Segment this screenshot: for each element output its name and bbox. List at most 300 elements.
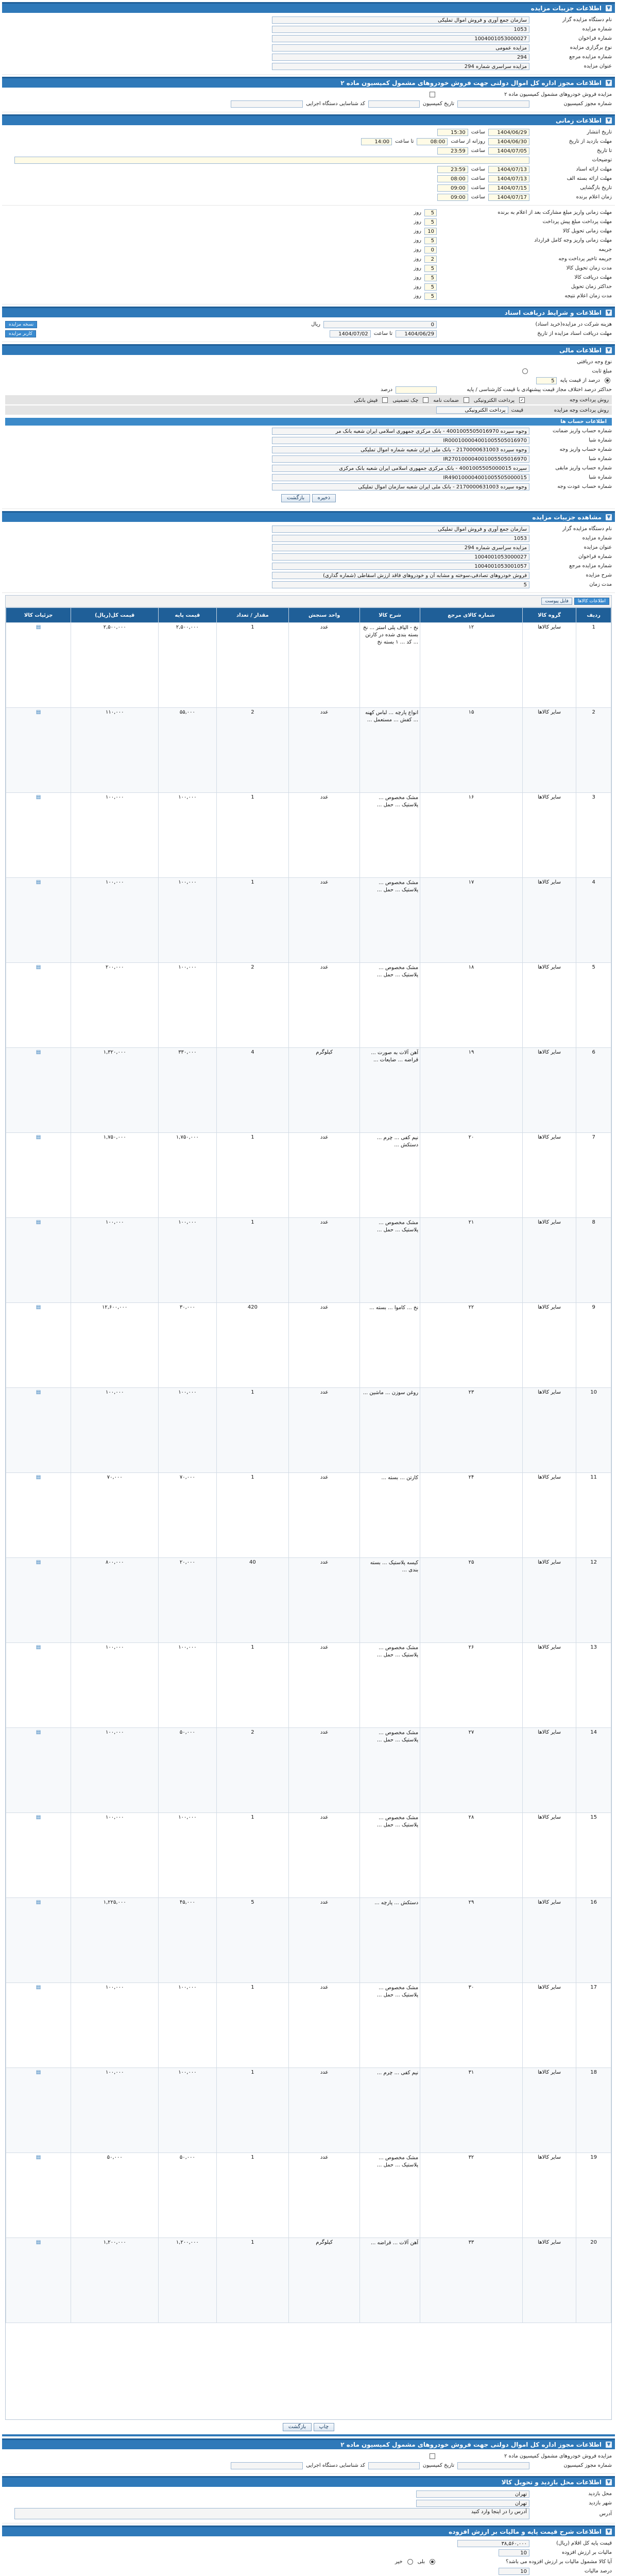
duration-row bbox=[5, 245, 612, 254]
cell-desc: دستکش ... پارچه ... bbox=[360, 1898, 420, 1983]
cell-base: ۱۰۰,۰۰۰ bbox=[159, 793, 216, 878]
section-header-base-price[interactable] bbox=[2, 2526, 615, 2536]
cell-code: ۱۶ bbox=[420, 793, 523, 878]
cell-detail bbox=[6, 963, 71, 1048]
cell-code: ۲۴ bbox=[420, 1473, 523, 1558]
field-value[interactable]: 1004001053001057 bbox=[272, 563, 529, 570]
price-label: قیمت bbox=[511, 407, 523, 413]
pay-option-label: ضمانت نامه bbox=[433, 397, 459, 403]
field-label: نوع برگزاری مزایده bbox=[570, 45, 612, 50]
column-header[interactable]: واحد سنجش bbox=[289, 608, 360, 623]
cell-qty: 1 bbox=[216, 2153, 289, 2238]
field-value[interactable]: مزایده سراسری شماره 294 bbox=[272, 63, 529, 70]
field-value[interactable]: 5 bbox=[272, 581, 529, 588]
duration-field[interactable]: 5 bbox=[424, 293, 437, 300]
duration-field[interactable]: 0 bbox=[424, 246, 437, 253]
pay-option-checkbox[interactable]: ✓ bbox=[519, 397, 525, 403]
fixed-amount-label: مبلغ ثابت bbox=[592, 368, 612, 374]
time-label: ساعت bbox=[471, 148, 485, 154]
detail-icon[interactable]: ▤ bbox=[36, 1815, 41, 1820]
detail-icon[interactable]: ▤ bbox=[36, 1134, 41, 1140]
time-row-date[interactable]: 1404/07/13 bbox=[488, 175, 529, 182]
collapse-arrow-icon[interactable]: ▼ bbox=[606, 514, 612, 520]
cell-desc: مشک مخصوص ... پلاستیک ... حمل ... bbox=[360, 1983, 420, 2068]
cell-total: ۱۰۰,۰۰۰ bbox=[71, 878, 159, 963]
table-row[interactable] bbox=[6, 1133, 611, 1218]
daily-from-field[interactable]: 08:00 bbox=[417, 138, 448, 145]
table-header-row bbox=[6, 608, 611, 623]
section-title: اطلاعات محل بازدید و تحویل کالا bbox=[501, 2479, 602, 2486]
section-header-time[interactable] bbox=[2, 114, 615, 125]
time-row bbox=[5, 183, 612, 192]
duration-label: مهلت زمانی تحویل کالا bbox=[562, 228, 612, 234]
kv-row bbox=[5, 43, 612, 52]
time-row bbox=[5, 165, 612, 174]
cell-qty: 1 bbox=[216, 2238, 289, 2323]
cell-grp: سایر کالاها bbox=[522, 1813, 576, 1898]
field-value[interactable]: 1004001053000027 bbox=[272, 553, 529, 561]
time-extra-rows bbox=[5, 165, 612, 201]
cell-desc: کارتن ... بسته ... bbox=[360, 1473, 420, 1558]
cell-desc: مشک مخصوص ... پلاستیک ... حمل ... bbox=[360, 963, 420, 1048]
pay-option-checkbox[interactable] bbox=[382, 397, 388, 403]
column-header[interactable]: مقدار / تعداد bbox=[216, 608, 289, 623]
detail-icon[interactable]: ▤ bbox=[36, 2070, 41, 2075]
print-button[interactable]: چاپ bbox=[314, 2423, 335, 2431]
max-diff-field[interactable] bbox=[396, 386, 437, 394]
cell-qty: 40 bbox=[216, 1558, 289, 1643]
cell-desc: مشک مخصوص ... پلاستیک ... حمل ... bbox=[360, 878, 420, 963]
cell-grp: سایر کالاها bbox=[522, 2153, 576, 2238]
duration-row bbox=[5, 236, 612, 245]
cell-detail bbox=[6, 1898, 71, 1983]
cell-n: 11 bbox=[576, 1473, 611, 1558]
detail-icon[interactable]: ▤ bbox=[36, 2240, 41, 2245]
cell-desc: مشک مخصوص ... پلاستیک ... حمل ... bbox=[360, 1728, 420, 1813]
section-header-financial[interactable] bbox=[2, 344, 615, 355]
duration-row bbox=[5, 217, 612, 226]
cell-total: ۱,۳۲۰,۰۰۰ bbox=[71, 1048, 159, 1133]
duration-field[interactable]: 5 bbox=[424, 218, 437, 226]
vat-yes-radio[interactable] bbox=[430, 2559, 435, 2565]
collapse-arrow-icon[interactable]: ▼ bbox=[606, 2479, 612, 2485]
cell-total: ۷۰,۰۰۰ bbox=[71, 1473, 159, 1558]
detail-icon[interactable]: ▤ bbox=[36, 1645, 41, 1650]
time-row-date[interactable]: 1404/07/17 bbox=[488, 194, 529, 201]
cell-qty: 2 bbox=[216, 708, 289, 793]
time-row-time[interactable]: 09:00 bbox=[437, 194, 468, 201]
account-row bbox=[5, 436, 612, 445]
table-row[interactable] bbox=[6, 1388, 611, 1473]
duration-row bbox=[5, 227, 612, 235]
account-value[interactable]: وجوه سپرده 4001005505016970 - بانک مرکزی جمهوری اسلامی ایران شعبه بانک مر bbox=[272, 428, 529, 435]
cell-qty: 2 bbox=[216, 963, 289, 1048]
kv-row bbox=[5, 62, 612, 71]
city-label: شهر بازدید bbox=[589, 2500, 612, 2506]
cell-grp: سایر کالاها bbox=[522, 1048, 576, 1133]
visit-from-label: مهلت بازدید از تاریخ bbox=[569, 139, 612, 144]
cell-desc: مشک مخصوص ... پلاستیک ... حمل ... bbox=[360, 1813, 420, 1898]
cell-detail bbox=[6, 1133, 71, 1218]
account-row bbox=[5, 454, 612, 463]
duration-label: جریمه bbox=[598, 247, 612, 252]
detail-icon[interactable]: ▤ bbox=[36, 1985, 41, 1990]
duration-label: حداکثر زمان تحویل bbox=[571, 284, 612, 290]
cell-unit: عدد bbox=[289, 1473, 360, 1558]
cell-base: ۱۰۰,۰۰۰ bbox=[159, 963, 216, 1048]
duration-field[interactable]: 5 bbox=[424, 265, 437, 272]
collapse-arrow-icon[interactable]: ▼ bbox=[606, 80, 612, 86]
time-row-time[interactable]: 09:00 bbox=[437, 184, 468, 192]
cell-unit: عدد bbox=[289, 2068, 360, 2153]
collapse-arrow-icon[interactable]: ▼ bbox=[606, 310, 612, 316]
cell-grp: سایر کالاها bbox=[522, 1388, 576, 1473]
percent-field[interactable]: 5 bbox=[536, 377, 557, 384]
cell-unit: عدد bbox=[289, 708, 360, 793]
cell-detail bbox=[6, 1983, 71, 2068]
collapse-arrow-icon[interactable]: ▼ bbox=[606, 2529, 612, 2535]
auction-details-body bbox=[2, 13, 615, 75]
field-value[interactable]: 1053 bbox=[272, 26, 529, 33]
detail-icon[interactable]: ▤ bbox=[36, 1730, 41, 1735]
cell-grp: سایر کالاها bbox=[522, 623, 576, 708]
field-value[interactable]: 1004001053000027 bbox=[272, 35, 529, 42]
docs-body bbox=[2, 317, 615, 342]
cell-unit: عدد bbox=[289, 1133, 360, 1218]
collapse-arrow-icon[interactable]: ▼ bbox=[606, 347, 612, 353]
payment-method-band bbox=[5, 395, 612, 404]
letter-date-label: تاریخ کمیسیون bbox=[422, 101, 454, 107]
time-desc-field[interactable] bbox=[14, 157, 529, 164]
field-label: شماره فراخوان bbox=[578, 554, 612, 560]
base-total-label: قیمت پایه کل اقلام (ریال) bbox=[556, 2540, 612, 2546]
kv-row bbox=[5, 34, 612, 43]
section-header-auction-details[interactable] bbox=[2, 2, 615, 13]
permit2-checkbox[interactable] bbox=[430, 2453, 435, 2459]
duration-field[interactable]: 10 bbox=[424, 228, 437, 235]
cell-n: 2 bbox=[576, 708, 611, 793]
section-header-visit-place[interactable] bbox=[2, 2476, 615, 2487]
detail-icon[interactable]: ▤ bbox=[36, 1560, 41, 1565]
column-header[interactable]: جزئیات کالا bbox=[6, 608, 71, 623]
table-row[interactable] bbox=[6, 1218, 611, 1303]
account-row bbox=[5, 445, 612, 454]
cell-code: ۲۹ bbox=[420, 1898, 523, 1983]
collapse-arrow-icon[interactable]: ▼ bbox=[606, 2442, 612, 2448]
issuer-field[interactable] bbox=[231, 100, 303, 108]
section-title: اطلاعات مالی bbox=[559, 347, 602, 354]
cell-unit: عدد bbox=[289, 1558, 360, 1643]
time-label: ساعت bbox=[471, 176, 485, 181]
column-header[interactable]: قیمت کل(ریال) bbox=[71, 608, 159, 623]
field-label: عنوان مزایده bbox=[584, 63, 612, 69]
field-value[interactable]: سازمان جمع آوری و فروش اموال تملیکی bbox=[272, 16, 529, 24]
visit-to-field[interactable]: 1404/07/05 bbox=[488, 147, 529, 155]
field-value[interactable]: مزایده عمومی bbox=[272, 44, 529, 52]
detail-icon[interactable]: ▤ bbox=[36, 794, 41, 800]
cell-desc: انواع پارچه ... لباس کهنه ... کفش ... مستعمل ... bbox=[360, 708, 420, 793]
table-row[interactable] bbox=[6, 963, 611, 1048]
cell-base: ۱,۲۰۰,۰۰۰ bbox=[159, 2238, 216, 2323]
field-label: شماره مزایده مرجع bbox=[569, 563, 612, 569]
detail-icon[interactable]: ▤ bbox=[36, 1389, 41, 1395]
table-row[interactable] bbox=[6, 1728, 611, 1813]
cell-code: ۱۹ bbox=[420, 1048, 523, 1133]
pay-option-checkbox[interactable] bbox=[423, 397, 429, 403]
column-header[interactable]: شرح کالا bbox=[360, 608, 420, 623]
table-row[interactable] bbox=[6, 1983, 611, 2068]
kv-row bbox=[5, 543, 612, 552]
doc-user-button[interactable]: کاربر مزایده bbox=[5, 330, 36, 337]
fixed-amount-radio[interactable] bbox=[522, 368, 528, 374]
duration-row bbox=[5, 255, 612, 263]
cell-qty: 1 bbox=[216, 1388, 289, 1473]
detail-icon[interactable]: ▤ bbox=[36, 1475, 41, 1480]
section-header-view-details[interactable] bbox=[2, 511, 615, 522]
payment-method2-band bbox=[5, 405, 612, 415]
pay-option-checkbox[interactable] bbox=[464, 397, 469, 403]
cell-code: ۳۱ bbox=[420, 2068, 523, 2153]
to-label: تا ساعت bbox=[373, 331, 392, 336]
account-value[interactable]: IR270100004001005505016970 bbox=[272, 455, 529, 463]
detail-icon[interactable]: ▤ bbox=[36, 879, 41, 885]
duration-unit: روز bbox=[414, 293, 421, 299]
kv-row bbox=[5, 562, 612, 570]
letter-no-field[interactable] bbox=[457, 100, 529, 108]
cell-qty: 1 bbox=[216, 793, 289, 878]
cell-code: ۱۷ bbox=[420, 878, 523, 963]
cell-n: 14 bbox=[576, 1728, 611, 1813]
visit-from-field[interactable]: 1404/06/30 bbox=[488, 138, 529, 145]
cell-qty: 1 bbox=[216, 1133, 289, 1218]
time-row-time[interactable]: 08:00 bbox=[437, 175, 468, 182]
collapse-arrow-icon[interactable]: ▼ bbox=[606, 5, 612, 11]
cell-qty: 4 bbox=[216, 1048, 289, 1133]
daily-from-label: روزانه از ساعت bbox=[451, 139, 485, 144]
vat-no-radio[interactable] bbox=[407, 2559, 413, 2565]
table-row[interactable] bbox=[6, 878, 611, 963]
table-row[interactable] bbox=[6, 793, 611, 878]
province-field[interactable]: تهران bbox=[416, 2490, 529, 2498]
column-header[interactable]: شماره کالای مرجع bbox=[420, 608, 523, 623]
publish-label: تاریخ انتشار bbox=[587, 129, 612, 135]
account-label: شماره حساب عودت وجه bbox=[557, 484, 612, 489]
cell-detail bbox=[6, 2068, 71, 2153]
max-diff-label: حداکثر درصد اختلاف مجاز قیمت پیشنهادی با قیمت کارشناسی / پایه bbox=[467, 387, 612, 393]
visit-to-time-field[interactable]: 23:59 bbox=[437, 147, 468, 155]
duration-field[interactable]: 5 bbox=[424, 283, 437, 291]
cell-desc: مشک مخصوص ... پلاستیک ... حمل ... bbox=[360, 1643, 420, 1728]
cell-grp: سایر کالاها bbox=[522, 1218, 576, 1303]
duration-unit: روز bbox=[414, 265, 421, 271]
time-label: ساعت bbox=[471, 129, 485, 135]
detail-icon[interactable]: ▤ bbox=[36, 964, 41, 970]
account-value[interactable]: وجوه سپرده 2170000631003 - بانک ملی ایران شعبه سازمان اموال تملیکی bbox=[272, 483, 529, 490]
cell-base: ۱۰۰,۰۰۰ bbox=[159, 1388, 216, 1473]
accounts-list bbox=[5, 427, 612, 491]
cell-desc: نخ ... کاموا ... بسته ... bbox=[360, 1303, 420, 1388]
duration-row bbox=[5, 208, 612, 217]
tab-attachments[interactable]: فایل پیوست bbox=[541, 598, 572, 605]
account-value[interactable]: وجوه سپرده 2170000631003 - بانک ملی ایران شعبه شماره اموال تملیکی bbox=[272, 446, 529, 453]
time-row bbox=[5, 193, 612, 201]
cell-qty: 1 bbox=[216, 1983, 289, 2068]
permit2-question: مزایده فروش خودروهای مشمول کمیسیون ماده ۲ bbox=[504, 2453, 612, 2459]
account-value[interactable]: IR000100004001005505016970 bbox=[272, 437, 529, 444]
table-row[interactable] bbox=[6, 1558, 611, 1643]
doc-copy-button[interactable]: نسخه مزایده bbox=[5, 321, 37, 328]
duration-field[interactable]: 5 bbox=[424, 274, 437, 281]
duration-field[interactable]: 2 bbox=[424, 256, 437, 263]
cell-total: ۱,۲۲۵,۰۰۰ bbox=[71, 1898, 159, 1983]
detail-icon[interactable]: ▤ bbox=[36, 1900, 41, 1905]
section-header-docs[interactable] bbox=[2, 307, 615, 317]
field-value[interactable]: سازمان جمع آوری و فروش اموال تملیکی bbox=[272, 526, 529, 533]
publish-date-field[interactable]: 1404/06/29 bbox=[488, 129, 529, 136]
account-label: شماره حساب واریز وجه bbox=[559, 447, 612, 452]
table-row[interactable] bbox=[6, 1303, 611, 1388]
cell-grp: سایر کالاها bbox=[522, 708, 576, 793]
cell-base: ۵۰,۰۰۰ bbox=[159, 1728, 216, 1813]
field-value[interactable]: 294 bbox=[272, 54, 529, 61]
column-header[interactable]: قیمت پایه bbox=[159, 608, 216, 623]
cell-base: ۴۵,۰۰۰ bbox=[159, 1898, 216, 1983]
detail-icon[interactable]: ▤ bbox=[36, 624, 41, 630]
collapse-arrow-icon[interactable]: ▼ bbox=[606, 117, 612, 124]
table-row[interactable] bbox=[6, 623, 611, 708]
cell-detail bbox=[6, 793, 71, 878]
cell-n: 7 bbox=[576, 1133, 611, 1218]
letter2-date-field[interactable] bbox=[368, 2462, 420, 2469]
column-header[interactable]: ردیف bbox=[576, 608, 611, 623]
fee-field[interactable]: 0 bbox=[323, 321, 437, 328]
duration-label: مدت زمان تحویل کالا bbox=[566, 265, 612, 271]
vat-field[interactable]: 10 bbox=[499, 2549, 529, 2556]
pay2-select[interactable]: پرداخت الکترونیکی bbox=[436, 406, 508, 414]
base-total-field[interactable]: ۳۸,۵۶۰,۰۰۰ bbox=[457, 2540, 529, 2547]
section-header-permit-2[interactable] bbox=[2, 2438, 615, 2449]
cell-grp: سایر کالاها bbox=[522, 1303, 576, 1388]
cell-total: ۱۰۰,۰۰۰ bbox=[71, 2068, 159, 2153]
letter2-no-field[interactable] bbox=[457, 2462, 529, 2469]
account-value[interactable]: IR490100004001005505000015 bbox=[272, 474, 529, 481]
duration-field[interactable]: 5 bbox=[424, 209, 437, 216]
time-row-time[interactable]: 23:59 bbox=[437, 166, 468, 173]
duration-label: مهلت زمانی واریز وجه کامل قرارداد bbox=[534, 238, 612, 243]
account-row bbox=[5, 464, 612, 472]
doc-from-field[interactable]: 1404/06/29 bbox=[396, 330, 437, 337]
address-field[interactable]: آدرس را در اینجا وارد کنید bbox=[14, 2508, 529, 2519]
durations-body bbox=[2, 206, 615, 304]
tab-items[interactable]: اطلاعات کالاها bbox=[574, 598, 609, 605]
back-button-2[interactable]: بازگشت bbox=[283, 2423, 312, 2431]
detail-icon[interactable]: ▤ bbox=[36, 709, 41, 715]
vat-question: آیا کالا مشمول مالیات بر ارزش افزوده می باشد؟ bbox=[506, 2559, 612, 2565]
cell-base: ۱۰۰,۰۰۰ bbox=[159, 878, 216, 963]
daily-to-field[interactable]: 14:00 bbox=[361, 138, 392, 145]
cell-code: ۳۳ bbox=[420, 2238, 523, 2323]
cell-code: ۲۶ bbox=[420, 1643, 523, 1728]
cell-n: 6 bbox=[576, 1048, 611, 1133]
section-header-permit[interactable] bbox=[2, 77, 615, 88]
detail-icon[interactable]: ▤ bbox=[36, 1049, 41, 1055]
tax-percent-field[interactable]: 10 bbox=[499, 2568, 529, 2575]
cell-detail bbox=[6, 878, 71, 963]
cell-detail bbox=[6, 1388, 71, 1473]
cell-detail bbox=[6, 2153, 71, 2238]
account-value[interactable]: سپرده 4001005505000015 - بانک مرکزی جمهوری اسلامی ایران شعبه بانک مرکزی bbox=[272, 465, 529, 472]
cell-total: ۱۲,۶۰۰,۰۰۰ bbox=[71, 1303, 159, 1388]
duration-row bbox=[5, 264, 612, 273]
field-value[interactable]: فروش خودروهای تصادفی،سوخته و مشابه آن و خودروهای فاقد ارزش اسقاطی (شماره گذاری) bbox=[272, 572, 529, 579]
cell-qty: 1 bbox=[216, 1473, 289, 1558]
table-row[interactable] bbox=[6, 1643, 611, 1728]
cell-base: ۲,۵۰۰,۰۰۰ bbox=[159, 623, 216, 708]
cell-base: ۳۳۰,۰۰۰ bbox=[159, 1048, 216, 1133]
field-value[interactable]: مزایده سراسری شماره 294 bbox=[272, 544, 529, 551]
time-row-date[interactable]: 1404/07/15 bbox=[488, 184, 529, 192]
time-row-date[interactable]: 1404/07/13 bbox=[488, 166, 529, 173]
time-body bbox=[2, 125, 615, 206]
duration-label: جریمه تاخیر پرداخت وجه bbox=[558, 256, 612, 262]
city-field[interactable]: تهران bbox=[416, 2500, 529, 2507]
pay-option-label: چک تضمینی bbox=[392, 397, 419, 403]
letter2-date-label: تاریخ کمیسیون bbox=[422, 2463, 454, 2468]
issuer-label: کد شناسایی دستگاه اجرایی bbox=[306, 101, 365, 107]
account-label: شماره حساب واریز ضمانت bbox=[552, 428, 612, 434]
cell-n: 20 bbox=[576, 2238, 611, 2323]
base-price-body bbox=[2, 2536, 615, 2576]
field-value[interactable]: 1053 bbox=[272, 535, 529, 542]
table-row[interactable] bbox=[6, 1813, 611, 1898]
table-row[interactable] bbox=[6, 2153, 611, 2238]
cell-qty: 420 bbox=[216, 1303, 289, 1388]
time-row-label: مهلت ارائه اسناد bbox=[576, 166, 612, 172]
duration-row bbox=[5, 273, 612, 282]
kv-row bbox=[5, 524, 612, 533]
column-header[interactable]: گروه کالا bbox=[522, 608, 576, 623]
detail-icon[interactable]: ▤ bbox=[36, 1219, 41, 1225]
cell-total: ۱۰۰,۰۰۰ bbox=[71, 1643, 159, 1728]
permit-checkbox[interactable] bbox=[430, 92, 435, 97]
cell-grp: سایر کالاها bbox=[522, 1558, 576, 1643]
cell-unit: عدد bbox=[289, 1898, 360, 1983]
percent-radio[interactable] bbox=[605, 378, 610, 383]
table-row[interactable] bbox=[6, 2238, 611, 2323]
table-row[interactable] bbox=[6, 1048, 611, 1133]
back-button[interactable]: بازگشت bbox=[281, 494, 310, 502]
doc-to-field[interactable]: 1404/07/02 bbox=[330, 330, 371, 337]
doc-range-label: مهلت دریافت اسناد مزایده از تاریخ bbox=[537, 331, 612, 336]
duration-field[interactable]: 5 bbox=[424, 237, 437, 244]
cell-total: ۲۰۰,۰۰۰ bbox=[71, 963, 159, 1048]
table-row[interactable] bbox=[6, 708, 611, 793]
account-row bbox=[5, 473, 612, 482]
section-title: اطلاعات جزییات مزایده bbox=[530, 5, 602, 12]
save-button[interactable]: ذخیره bbox=[312, 494, 336, 502]
detail-icon[interactable]: ▤ bbox=[36, 2155, 41, 2160]
issuer2-field[interactable] bbox=[231, 2462, 303, 2469]
publish-time-field[interactable]: 15:30 bbox=[437, 129, 468, 136]
letter-no-label: شماره مجوز کمیسیون bbox=[563, 101, 612, 107]
letter-date-field[interactable] bbox=[368, 100, 420, 108]
table-row[interactable] bbox=[6, 1898, 611, 1983]
table-row[interactable] bbox=[6, 2068, 611, 2153]
detail-icon[interactable]: ▤ bbox=[36, 1304, 41, 1310]
divider-stripe bbox=[2, 2434, 615, 2436]
cell-n: 4 bbox=[576, 878, 611, 963]
table-row[interactable] bbox=[6, 1473, 611, 1558]
